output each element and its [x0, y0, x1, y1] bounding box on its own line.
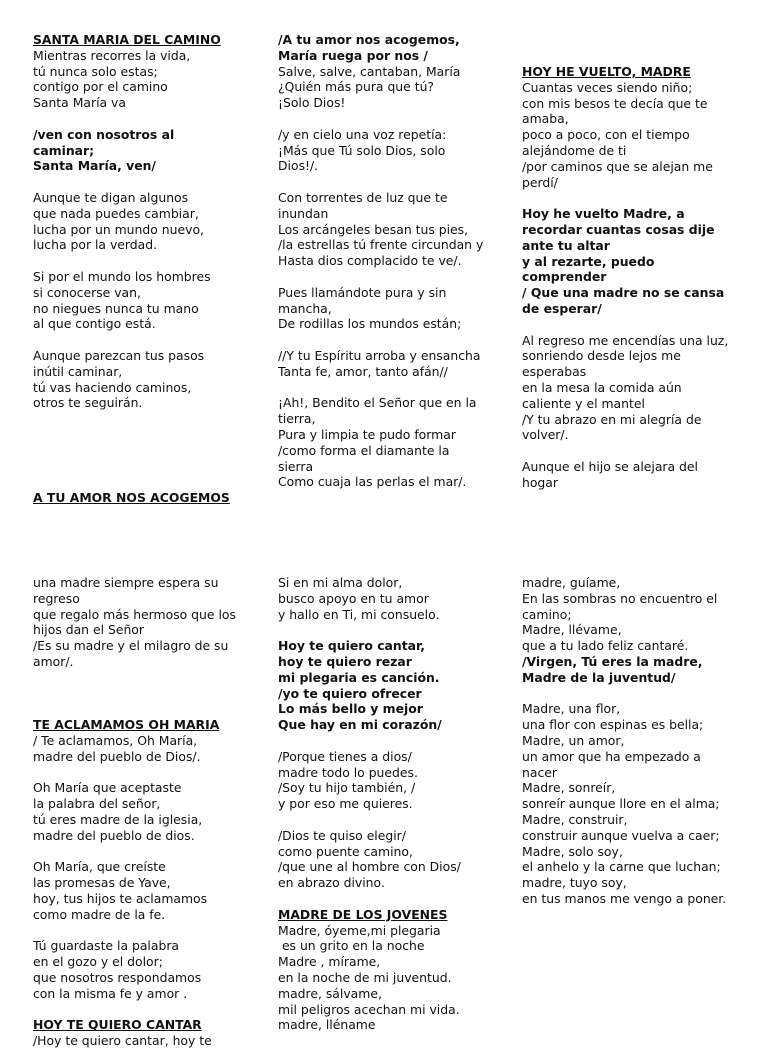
text-column-3 — [522, 64, 748, 491]
lyric-line: sierra — [278, 458, 314, 474]
lyric-line: otros te seguirán. — [33, 395, 143, 411]
lyric-line: Cuantas veces siendo niño; — [522, 79, 693, 95]
lyric-line: hogar — [522, 474, 558, 490]
text-column-5 — [278, 575, 504, 1033]
lyric-line: en el gozo y el dolor; — [33, 954, 163, 970]
text-column-1 — [33, 32, 259, 506]
lyric-line — [278, 380, 504, 396]
text-column-4 — [33, 575, 259, 1049]
lyric-line: Madre de la juventud/ — [522, 669, 676, 685]
lyric-line: hoy te quiero rezar — [278, 653, 412, 669]
lyric-line: María ruega por nos / — [278, 47, 428, 63]
lyric-line: ¡Más que Tú solo Dios, solo — [278, 142, 446, 158]
lyric-line: /la estrellas tú frente circundan y — [278, 237, 484, 253]
lyric-line — [33, 701, 259, 717]
lyric-line: regreso — [33, 590, 80, 606]
lyric-line: si conocerse van, — [33, 284, 141, 300]
lyric-line: tú eres madre de la iglesia, — [33, 811, 203, 827]
lyric-line: Tú guardaste la palabra — [33, 938, 180, 954]
lyric-line: y al rezarte, puedo — [522, 253, 655, 269]
lyric-line: Que hay en mi corazón/ — [278, 717, 442, 733]
lyric-line: no niegues nunca tu mano — [33, 300, 199, 316]
lyric-line: Salve, salve, cantaban, María — [278, 63, 461, 79]
lyric-line: nacer — [522, 764, 557, 780]
lyric-line: /por caminos que se alejan me — [522, 158, 713, 174]
lyric-line: Oh María, que creíste — [33, 859, 166, 875]
lyric-line — [33, 765, 259, 781]
lyric-line — [33, 1002, 259, 1018]
lyric-line: Santa María va — [33, 95, 126, 111]
lyric-line: /yo te quiero ofrecer — [278, 685, 422, 701]
lyric-line: /A tu amor nos acogemos, — [278, 32, 460, 47]
lyric-line: Dios!/. — [278, 158, 319, 174]
song-title: HOY TE QUIERO CANTAR — [33, 1017, 202, 1033]
lyric-line: /Es su madre y el milagro de su — [33, 638, 229, 654]
lyric-line: hijos dan el Señor — [33, 622, 144, 638]
lyric-line — [33, 253, 259, 269]
lyric-line: amor/. — [33, 653, 74, 669]
lyric-line — [522, 190, 748, 206]
lyric-line — [33, 923, 259, 939]
lyric-line: Con torrentes de luz que te — [278, 189, 448, 205]
lyric-line: madre, sálvame, — [278, 985, 382, 1001]
lyric-line — [33, 844, 259, 860]
lyric-line: Madre, solo soy, — [522, 843, 623, 859]
lyric-line: tú nunca solo estas; — [33, 63, 158, 79]
lyric-line: Si en mi alma dolor, — [278, 575, 403, 590]
lyric-line: Madre, llévame, — [522, 622, 622, 638]
song-title: TE ACLAMAMOS OH MARIA — [33, 717, 220, 733]
lyric-line: lucha por un mundo nuevo, — [33, 221, 204, 237]
lyric-line: camino; — [522, 606, 572, 622]
lyric-line — [522, 443, 748, 459]
lyric-line: Hasta dios complacido te ve/. — [278, 253, 462, 269]
lyric-line: volver/. — [522, 427, 569, 443]
lyric-line: inundan — [278, 205, 329, 221]
lyric-line: en la mesa la comida aún — [522, 379, 682, 395]
song-title: SANTA MARIA DEL CAMINO — [33, 32, 221, 47]
lyric-line: en la noche de mi juventud. — [278, 969, 452, 985]
lyric-line: en abrazo divino. — [278, 875, 385, 891]
lyric-line: //Y tu Espíritu arroba y ensancha — [278, 347, 481, 363]
lyric-line: de esperar/ — [522, 300, 602, 316]
lyric-line — [33, 427, 259, 443]
lyric-line: y hallo en Ti, mi consuelo. — [278, 606, 440, 622]
lyric-line: madre todo lo puedes. — [278, 764, 418, 780]
lyric-line: Lo más bello y mejor — [278, 701, 423, 717]
lyric-line — [33, 459, 259, 475]
lyric-line: con mis besos te decía que te — [522, 95, 708, 111]
lyric-line: caminar; — [33, 142, 95, 158]
lyric-line — [278, 622, 504, 638]
song-title: HOY HE VUELTO, MADRE — [522, 64, 691, 79]
lyric-line: ¡Solo Dios! — [278, 95, 346, 111]
lyric-line: Madre , mírame, — [278, 954, 381, 970]
lyric-line: amaba, — [522, 111, 569, 127]
lyric-line — [33, 111, 259, 127]
lyric-line: /Virgen, Tú eres la madre, — [522, 653, 703, 669]
lyric-line: /Dios te quiso elegir/ — [278, 827, 406, 843]
lyric-line: Madre, óyeme,mi plegaria — [278, 922, 441, 938]
lyric-line: / Te aclamamos, Oh María, — [33, 732, 198, 748]
lyric-line: Madre, sonreír, — [522, 780, 616, 796]
lyric-line: y por eso me quieres. — [278, 796, 413, 812]
lyric-line: esperabas — [522, 364, 587, 380]
lyric-line: Tanta fe, amor, tanto afán// — [278, 363, 448, 379]
lyric-line: contigo por el camino — [33, 79, 168, 95]
lyric-line: Aunque parezcan tus pasos — [33, 347, 205, 363]
lyric-line: la palabra del señor, — [33, 796, 161, 812]
lyric-line: tú vas haciendo caminos, — [33, 379, 192, 395]
lyric-line: como puente camino, — [278, 843, 413, 859]
lyric-line — [33, 474, 259, 490]
lyric-line: hoy, tus hijos te aclamamos — [33, 890, 208, 906]
lyric-line: /y en cielo una voz repetía: — [278, 126, 447, 142]
lyric-line: sonriendo desde lejos me — [522, 348, 681, 364]
lyric-line: Aunque el hijo se alejara del — [522, 458, 698, 474]
lyric-line: perdí/ — [522, 174, 558, 190]
lyric-line — [33, 670, 259, 686]
lyric-line: /que une al hombre con Dios/ — [278, 859, 461, 875]
lyric-line: madre del pueblo de Dios/. — [33, 748, 201, 764]
lyric-line: Madre, un amor, — [522, 732, 625, 748]
lyric-line — [278, 891, 504, 907]
lyric-line: /Y tu abrazo en mi alegría de — [522, 411, 702, 427]
lyric-line: mi plegaria es canción. — [278, 669, 440, 685]
lyric-line: construir aunque vuelva a caer; — [522, 827, 720, 843]
lyric-line — [522, 686, 748, 702]
lyric-line: sonreír aunque llore en el alma; — [522, 796, 720, 812]
lyric-line: inútil caminar, — [33, 363, 123, 379]
lyric-line: lucha por la verdad. — [33, 237, 158, 253]
lyric-line: madre, tuyo soy, — [522, 875, 627, 891]
lyric-line — [278, 174, 504, 190]
lyric-line: un amor que ha empezado a — [522, 748, 701, 764]
lyric-line — [33, 174, 259, 190]
song-title: A TU AMOR NOS ACOGEMOS — [33, 490, 230, 506]
lyric-line: el anhelo y la carne que luchan; — [522, 859, 721, 875]
lyric-line: Pues llamándote pura y sin — [278, 284, 447, 300]
lyric-line: Si por el mundo los hombres — [33, 268, 211, 284]
lyric-line: De rodillas los mundos están; — [278, 316, 462, 332]
lyric-line: una madre siempre espera su — [33, 575, 219, 590]
lyric-line: comprender — [522, 269, 607, 285]
lyric-line: recordar cuantas cosas dije — [522, 221, 715, 237]
lyric-line: /Porque tienes a dios/ — [278, 748, 412, 764]
lyric-line: madre del pueblo de dios. — [33, 827, 195, 843]
lyric-line: las promesas de Yave, — [33, 875, 171, 891]
lyric-line: mancha, — [278, 300, 332, 316]
lyric-line — [33, 443, 259, 459]
lyric-line — [278, 812, 504, 828]
lyric-line: en tus manos me vengo a poner. — [522, 890, 727, 906]
lyric-line: Oh María que aceptaste — [33, 780, 182, 796]
lyric-line: Pura y limpia te pudo formar — [278, 426, 456, 442]
lyric-line: ¿Quién más pura que tú? — [278, 79, 435, 95]
lyric-line — [278, 111, 504, 127]
lyric-line: con la misma fe y amor . — [33, 985, 188, 1001]
lyric-line: alejándome de ti — [522, 142, 627, 158]
lyric-line: que nosotros respondamos — [33, 969, 202, 985]
lyric-line: es un grito en la noche — [278, 938, 425, 954]
lyric-line: poco a poco, con el tiempo — [522, 127, 690, 143]
lyric-line — [278, 733, 504, 749]
lyric-line: al que contigo está. — [33, 316, 156, 332]
lyric-line: / Que una madre no se cansa — [522, 285, 725, 301]
lyric-line — [278, 332, 504, 348]
lyric-line: Los arcángeles besan tus pies, — [278, 221, 469, 237]
lyric-line — [522, 317, 748, 333]
lyric-line — [278, 269, 504, 285]
lyric-line: como madre de la fe. — [33, 906, 166, 922]
lyric-line: Hoy te quiero cantar, — [278, 638, 425, 654]
lyric-line: que nada puedes cambiar, — [33, 205, 199, 221]
lyric-line — [33, 332, 259, 348]
text-column-6 — [522, 575, 748, 907]
lyric-line: una flor con espinas es bella; — [522, 717, 704, 733]
lyric-line: que a tu lado feliz cantaré. — [522, 638, 689, 654]
lyric-line: /como forma el diamante la — [278, 442, 450, 458]
lyric-line: tierra, — [278, 411, 316, 427]
lyric-line: ante tu altar — [522, 237, 610, 253]
text-column-2 — [278, 32, 504, 490]
lyric-line: madre, lléname — [278, 1017, 376, 1033]
song-title: MADRE DE LOS JOVENES — [278, 906, 448, 922]
lyric-line: que regalo más hermoso que los — [33, 606, 236, 622]
lyric-line: mil peligros acechan mi vida. — [278, 1001, 460, 1017]
lyric-line — [33, 411, 259, 427]
lyric-line: /Hoy te quiero cantar, hoy te — [33, 1033, 212, 1049]
lyric-line: Al regreso me encendías una luz, — [522, 332, 729, 348]
lyric-line: caliente y el mantel — [522, 395, 645, 411]
lyric-line: Como cuaja las perlas el mar/. — [278, 474, 467, 490]
lyric-line: En las sombras no encuentro el — [522, 590, 718, 606]
lyric-line: Hoy he vuelto Madre, a — [522, 206, 685, 222]
lyric-line: /Soy tu hijo también, / — [278, 780, 416, 796]
lyric-line: /ven con nosotros al — [33, 126, 175, 142]
lyric-line: busco apoyo en tu amor — [278, 590, 429, 606]
lyric-line: ¡Ah!, Bendito el Señor que en la — [278, 395, 477, 411]
lyric-line: Madre, una flor, — [522, 701, 621, 717]
lyric-line: Madre, construir, — [522, 811, 628, 827]
lyric-line: Mientras recorres la vida, — [33, 47, 191, 63]
lyric-line: madre, guíame, — [522, 575, 621, 590]
lyric-line: Aunque te digan algunos — [33, 189, 189, 205]
lyric-line — [33, 686, 259, 702]
lyric-line: Santa María, ven/ — [33, 158, 156, 174]
